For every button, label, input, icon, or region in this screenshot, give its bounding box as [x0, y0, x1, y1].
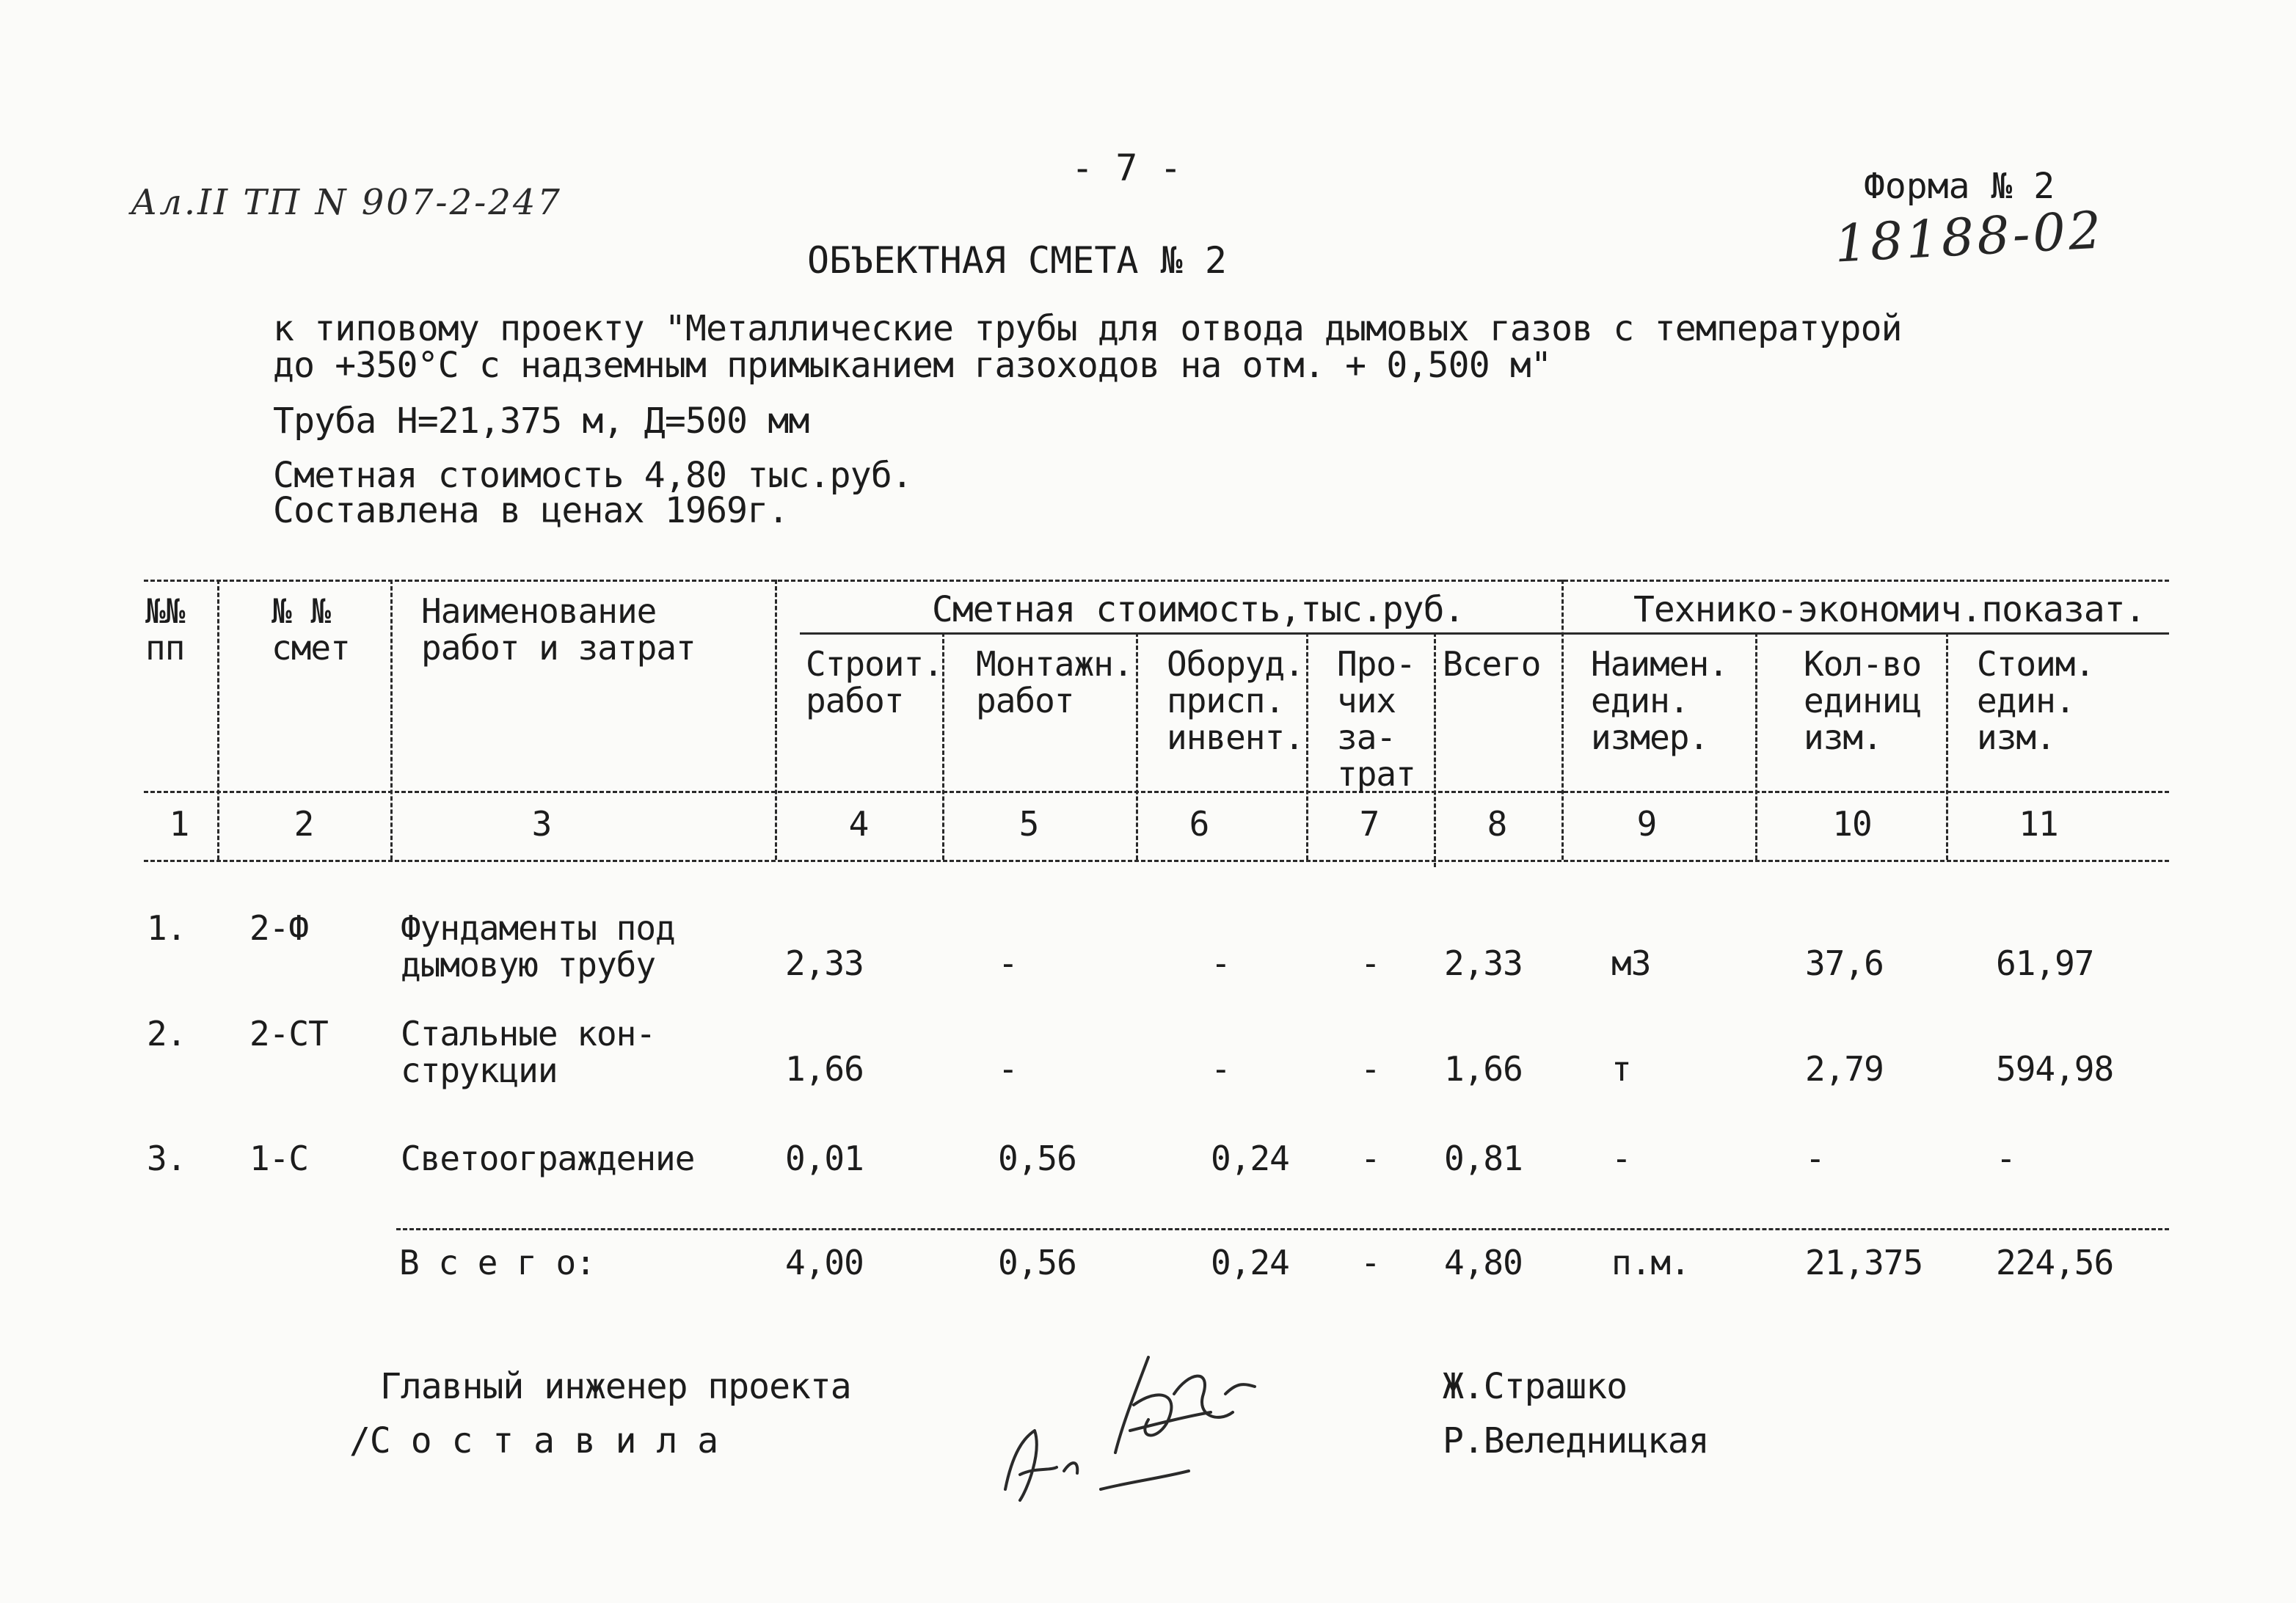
total-other: - — [1360, 1243, 1380, 1282]
col-divider — [775, 580, 777, 860]
col-number: 8 — [1487, 804, 1507, 844]
intro-line-5: Составлена в ценах 1969г. — [273, 490, 789, 531]
col-divider — [1434, 632, 1436, 867]
estimate-number: 2-СТ — [249, 1014, 328, 1054]
tech-group-rule — [1570, 632, 2169, 635]
chief-engineer-label: Главный инженер проекта — [380, 1366, 851, 1407]
group-header-tech: Технико-экономич.показат. — [1633, 589, 2146, 630]
unit-quantity: - — [1805, 1139, 1825, 1178]
estimate-number: 1-С — [249, 1139, 309, 1178]
col-number: 10 — [1832, 804, 1872, 844]
col-number: 7 — [1359, 804, 1380, 844]
unit-cost: 61,97 — [1996, 943, 2094, 983]
row-number: 2. — [147, 1014, 186, 1054]
col-number: 6 — [1189, 804, 1209, 844]
unit-name: т — [1611, 1049, 1631, 1089]
total-installation: 0,56 — [998, 1243, 1076, 1282]
compiler-name: Р.Веледницкая — [1443, 1420, 1709, 1461]
equipment-cost: - — [1211, 943, 1231, 983]
total-cost: 1,66 — [1444, 1049, 1523, 1089]
col-number: 2 — [294, 804, 314, 844]
table-top-rule — [144, 580, 2169, 582]
header-col-5: Монтажн. работ — [976, 644, 1133, 720]
col-divider — [1755, 632, 1757, 860]
document-number: 18188-02 — [1833, 200, 2106, 274]
header-col-3: Наименование работ и затрат — [421, 591, 696, 668]
col-number: 3 — [531, 804, 552, 844]
col-divider — [1136, 632, 1138, 860]
header-col-11: Стоим. един. изм. — [1977, 644, 2095, 757]
equipment-cost: - — [1211, 1049, 1231, 1089]
work-name: Стальные кон- струкции — [401, 1014, 656, 1090]
chief-engineer-name: Ж.Страшко — [1443, 1366, 1628, 1407]
unit-quantity: 2,79 — [1805, 1049, 1884, 1089]
total-unit-cost: 224,56 — [1996, 1243, 2114, 1282]
other-cost: - — [1360, 1049, 1380, 1089]
form-label: Форма № 2 — [1864, 166, 2055, 207]
handwritten-signature — [991, 1343, 1269, 1511]
construction-cost: 0,01 — [785, 1139, 864, 1178]
row-number: 1. — [147, 908, 186, 948]
installation-cost: - — [998, 943, 1018, 983]
construction-cost: 1,66 — [785, 1049, 864, 1089]
col-number: 1 — [169, 804, 189, 844]
other-cost: - — [1360, 943, 1380, 983]
col-divider — [1946, 632, 1948, 860]
unit-quantity: 37,6 — [1805, 943, 1884, 983]
header-col-4: Строит. работ — [806, 644, 943, 720]
installation-cost: 0,56 — [998, 1139, 1076, 1178]
document-title: ОБЪЕКТНАЯ СМЕТА № 2 — [807, 239, 1227, 282]
col-divider — [217, 580, 219, 860]
total-cost: 0,81 — [1444, 1139, 1523, 1178]
header-col-8: Всего — [1443, 644, 1541, 684]
total-rule — [396, 1228, 2169, 1230]
cost-group-rule — [800, 632, 1570, 635]
reference-code: Ал.II ТП N 907-2-247 — [131, 182, 562, 223]
intro-line-2: до +350°C с надземным примыканием газоходов на отм. + 0,500 м" — [273, 345, 1552, 386]
column-number-rule — [144, 860, 2169, 862]
total-unit-quantity: 21,375 — [1805, 1243, 1923, 1282]
total-unit-name: п.м. — [1611, 1243, 1690, 1282]
compiled-by-label: /С о с т а в и л а — [349, 1420, 718, 1461]
intro-line-1: к типовому проекту "Металлические трубы для отвода дымовых газов с температурой — [273, 308, 1902, 349]
total-equipment: 0,24 — [1211, 1243, 1289, 1282]
header-col-2: № № смет — [271, 591, 350, 668]
col-number: 4 — [848, 804, 869, 844]
estimate-number: 2-Ф — [249, 908, 309, 948]
total-cost: 2,33 — [1444, 943, 1523, 983]
col-number: 5 — [1018, 804, 1039, 844]
intro-line-4: Сметная стоимость 4,80 тыс.руб. — [273, 455, 913, 496]
work-name: Фундаменты под дымовую трубу — [401, 908, 675, 985]
group-header-cost: Сметная стоимость,тыс.руб. — [932, 589, 1465, 630]
total-all: 4,80 — [1444, 1243, 1523, 1282]
col-number: 9 — [1636, 804, 1657, 844]
unit-name: - — [1611, 1139, 1631, 1178]
installation-cost: - — [998, 1049, 1018, 1089]
header-bottom-rule — [144, 791, 2169, 793]
row-number: 3. — [147, 1139, 186, 1178]
other-cost: - — [1360, 1139, 1380, 1178]
unit-name: м3 — [1611, 943, 1651, 983]
unit-cost: 594,98 — [1996, 1049, 2114, 1089]
total-label: В с е г о: — [399, 1243, 595, 1282]
construction-cost: 2,33 — [785, 943, 864, 983]
work-name: Светоограждение — [401, 1139, 695, 1178]
header-col-9: Наимен. един. измер. — [1591, 644, 1728, 757]
col-divider — [1561, 580, 1564, 860]
col-number: 11 — [2019, 804, 2058, 844]
header-col-6: Оборуд. присп. инвент. — [1167, 644, 1304, 757]
col-divider — [390, 580, 393, 860]
unit-cost: - — [1996, 1139, 2016, 1178]
total-construction: 4,00 — [785, 1243, 864, 1282]
header-col-7: Про- чих за- трат — [1337, 644, 1415, 794]
intro-line-3: Труба Н=21,375 м, Д=500 мм — [273, 401, 809, 442]
page-number: - 7 - — [1071, 147, 1182, 189]
header-col-1: №№ пп — [145, 591, 185, 668]
header-col-10: Кол-во единиц изм. — [1804, 644, 1922, 757]
equipment-cost: 0,24 — [1211, 1139, 1289, 1178]
col-divider — [1306, 632, 1308, 860]
